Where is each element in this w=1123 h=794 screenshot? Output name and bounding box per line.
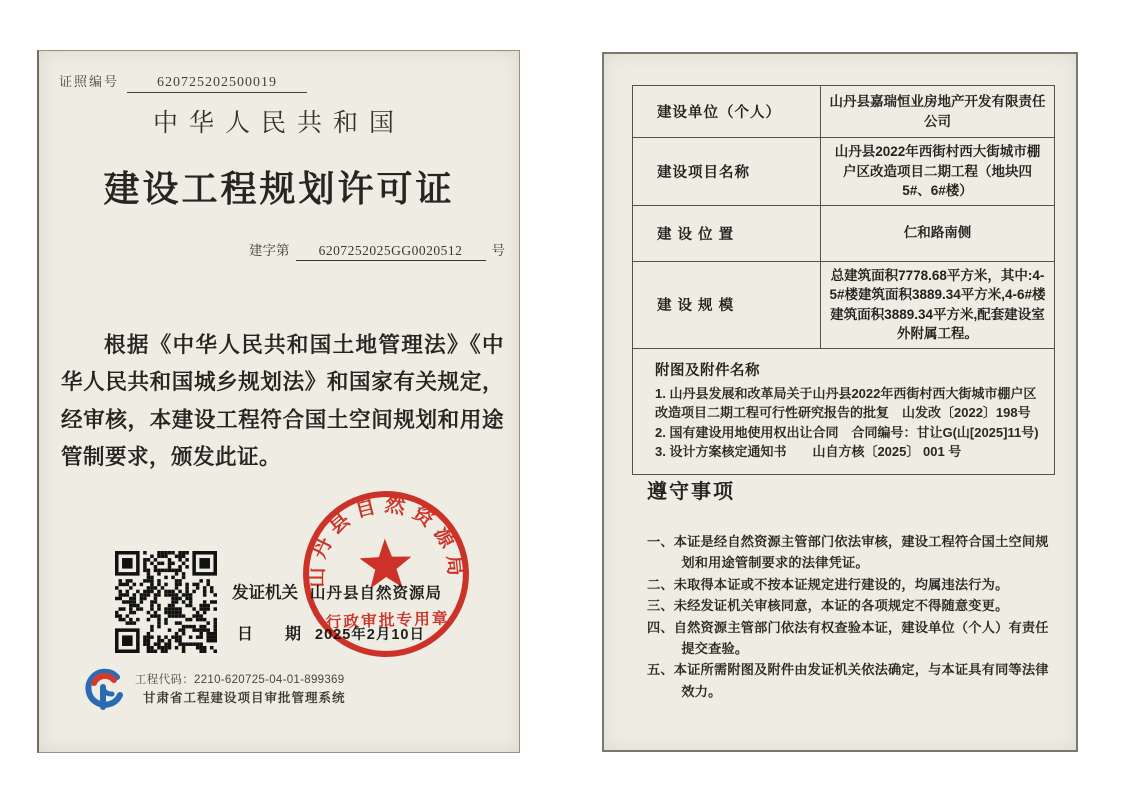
certificate-body-text: 根据《中华人民共和国土地管理法》《中华人民共和国城乡规划法》和国家有关规定，经审核，本建设工程符合国土空间规划和用途管制要求，颁发此证。 (61, 333, 504, 470)
attachment-item: 3. 设计方案核定通知书 山自方核〔2025〕 001 号 (655, 444, 962, 460)
table-row (633, 205, 1055, 261)
system-logo (81, 667, 125, 713)
attachments-row (633, 348, 1055, 474)
table-row (633, 261, 1055, 348)
row-value: 仁和路南侧 (821, 205, 1055, 261)
row-value: 山丹县嘉瑞恒业房地产开发有限责任公司 (821, 86, 1055, 138)
row-label: 建设项目名称 (633, 138, 821, 206)
table-row (633, 138, 1055, 206)
attachment-item: 1. 山丹县发展和改革局关于山丹县2022年西街村西大街城市棚户区改造项目二期工程可行性研究报告的批复 山发改〔2022〕198号 (655, 385, 1037, 421)
license-number-value: 620725202500019 (127, 75, 307, 93)
seal-org-text: 山丹县自然资源局 (306, 493, 467, 588)
serial-suffix: 号 (491, 243, 505, 258)
compliance-item: 四、自然资源主管部门依法有权查验本证，建设单位（个人）有责任提交查验。 (647, 619, 1049, 656)
row-value: 山丹县2022年西街村西大街城市棚户区改造项目二期工程（地块四5#、6#楼） (821, 138, 1055, 206)
row-label: 建 设 规 模 (633, 261, 821, 348)
serial-number-row (249, 239, 505, 261)
row-value: 总建筑面积7778.68平方米，其中:4-5#楼建筑面积3889.34平方米,4-6#楼建筑面积3889.34平方米,配套建设室外附属工程。 (821, 261, 1055, 348)
permit-info-table (632, 85, 1055, 475)
system-name: 甘肃省工程建设项目审批管理系统 (143, 691, 346, 706)
row-label: 建设单位（个人） (633, 86, 821, 138)
compliance-item: 一、本证是经自然资源主管部门依法审核，建设工程符合国土空间规划和用途管制要求的法律凭证。 (647, 534, 1049, 571)
compliance-list (647, 531, 1049, 702)
row-label: 建 设 位 置 (633, 205, 821, 261)
compliance-title: 遵守事项 (647, 481, 735, 503)
attachment-item: 2. 国有建设用地使用权出让合同 合同编号：甘让G(山[2025]11号) (655, 424, 1039, 440)
compliance-item: 二、未取得本证或不按本证规定进行建设的，均属违法行为。 (647, 576, 1009, 592)
seal-sub-text: 行政审批专用章 (325, 610, 450, 632)
certificate-title: 建设工程规划许可证 (103, 168, 455, 209)
approval-system-footer (81, 667, 346, 713)
qr-code-svg (115, 551, 217, 653)
date-value: 2025年2月10日 (315, 627, 425, 643)
qr-code (115, 551, 217, 653)
official-seal (297, 485, 475, 663)
serial-prefix: 建字第 (249, 243, 290, 258)
permit-detail-page (602, 52, 1078, 752)
issuer-value: 山丹县自然资源局 (310, 585, 443, 602)
license-number-row (59, 71, 307, 93)
star-icon (359, 538, 413, 589)
country-heading: 中华人民共和国 (152, 110, 405, 137)
attachments-title: 附图及附件名称 (655, 362, 760, 379)
permit-front-page (37, 50, 520, 753)
table-row (633, 86, 1055, 138)
license-number-label: 证照编号 (59, 74, 120, 89)
compliance-item: 三、未经发证机关审核同意，本证的各项规定不得随意变更。 (647, 598, 1009, 614)
issuer-label: 发证机关 (232, 584, 298, 602)
attachments-cell (633, 348, 1055, 474)
serial-number-value: 6207252025GG0020512 (296, 243, 486, 261)
compliance-item: 五、本证所需附图及附件由发证机关依法确定，与本证具有同等法律效力。 (647, 662, 1049, 699)
project-code: 工程代码：2210-620725-04-01-899369 (135, 674, 345, 686)
date-label: 日 期 (237, 626, 302, 643)
